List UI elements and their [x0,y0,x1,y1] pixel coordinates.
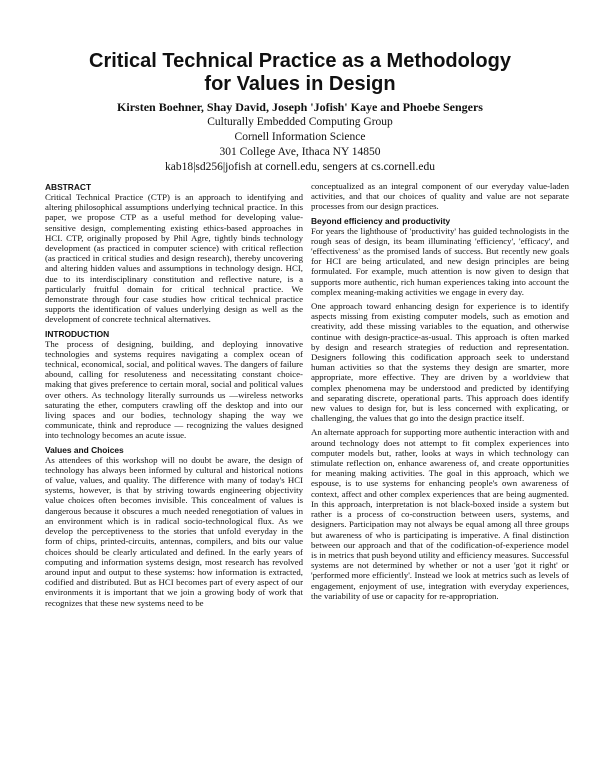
paper-title [40,50,560,96]
values-and-choices-text: As attendees of this workshop will no doubt be aware, the design of technology has always been informed by cultural and historical notions of value, values, and quality. The difference with many of today's HCI systems, however, is that by striving towards engineering objectivity value choices often becomes invisible. This concealment of values is dangerous because it obscures a much needed renegotiation of values in an environment which is in radical socio-technological flux. As we develop the perceptiveness to the stories that unfold everyday in the form of chips, printed-circuits, antennas, compilers, and bits our value choices should be clearly articulated and defined. In the early years of computing and information systems design, most research has revolved around input and output to these systems: how information is extracted, codified and distributed. But as HCI becomes part of every aspect of our environments it is important that we join a growing body of work that recognizes that these new systems need to be [45,454,303,608]
abstract-heading: ABSTRACT [45,182,92,192]
beyond-efficiency-text: For years the lighthouse of 'productivity' has guided technologists in the rough seas of design, its beam illuminating 'efficiency', 'efficacy', and 'effectiveness' as the promised lands of success. But recently new goals for HCI are being articulated, and new design principles are being formulated. For example, much attention is now given to design that supports more authentic, rich human experiences taking into account the complex meaning-making activities we engage in every day. [311,225,569,297]
abstract-text: Critical Technical Practice (CTP) is an approach to identifying and altering philosophical assumptions underlying technical practice. In this paper, we propose CTP as a useful method for developing value-sensitive design, complementing existing ethics-based approaches in HCI. CTP, originally proposed by Phil Agre, tightly binds technology development (as practiced in computer science) with critical reflection (as practiced in critical studies and design research), thereby uncovering and altering hidden values and assumptions in technology design. HCI, due to its interdisciplinary constitution and reflective nature, is a particularly fruitful domain for critical technical practice. We demonstrate through four case studies how critical technical practice supports the identification of values underlying design as well as the development of concrete technical alternatives. [45,192,303,325]
title-line-1: Critical Technical Practice as a Methodology [89,50,511,72]
values-and-choices-heading: Values and Choices [45,444,124,455]
beyond-efficiency-heading: Beyond efficiency and productivity [311,215,451,226]
right-column [311,181,569,771]
author-emails: kab18|sd256|jofish at cornell.edu, sengers at cs.cornell.edu [165,161,435,173]
affiliation-address: 301 College Ave, Ithaca NY 14850 [219,146,381,158]
continued-paragraph: conceptualized as an integral component of our everyday value-laden activities, and that our choices of quality and value are not separate processes from our design practices. [311,181,569,212]
alternate-approach-text: An alternate approach for supporting more authentic interaction with and around technology does not attempt to fit complex experiences into computer models but, rather, looks at ways in which technology can stimulate reflection on, enhance awareness of, and create opportunities for meaning making activities. The goal in this approach, which we espouse, is to use systems for enhancing people's own awareness of context, affect and other complex experiences that are being augmented. In this approach, interpretation is not black-boxed inside a system but rather is a process of co-construction between users, systems, and designers. Participation may not always be equal among all three groups but awareness of who is participating is imperative. A final distinction between our approach and that of the codification-of-experience model is in metrics that push beyond utility and efficiency measures. Successful systems are not determined by whether or not a user 'got it right' or 'performed more efficiently'. Instead we look at metrics such as levels of engagement, enjoyment of use, integration with everyday experiences, the variability of use or capacity for re-appropriation. [311,427,569,601]
affiliation-group: Culturally Embedded Computing Group [207,116,393,128]
codification-approach-text: One approach toward enhancing design for experience is to identify aspects missing from existing computer models, such as emotion and creativity, add these missing variables to the equation, and otherwise continue with design-practice-as-usual. This approach is often marked by design and research strategies of reduction and representation. Designers following this codification approach seek to understand human activities so that the systems they design are smarter, more appropriate, more effective. They are driven by a worldview that complex phenomena may be understood and predicted by identifying and separating discrete, operational parts. This approach does identify new values to design for, but is less concerned with explicating, or challenging, the values that go into the design practice itself. [311,301,569,424]
left-column [45,182,303,772]
title-line-2: for Values in Design [204,73,396,95]
introduction-text: The process of designing, building, and deploying innovative technologies and systems requires navigating a complex ocean of technical, economical, social, and political waves. The dangers of failure abound, calling for resoluteness and necessitating constant choice-making that gives preference to certain moral, social and political values over others. As technology literally surrounds us —wireless networks saturating the ether, computers crawling off the desktop and into our living spaces and our bodies, technology shaping the way we communicate, think and reproduce — recognizing the values designed into technology becomes an acute issue. [45,338,303,441]
introduction-heading: INTRODUCTION [45,328,110,339]
author-list: Kirsten Boehner, Shay David, Joseph 'Jofish' Kaye and Phoebe Sengers [117,100,483,114]
affiliation-department: Cornell Information Science [234,131,366,143]
